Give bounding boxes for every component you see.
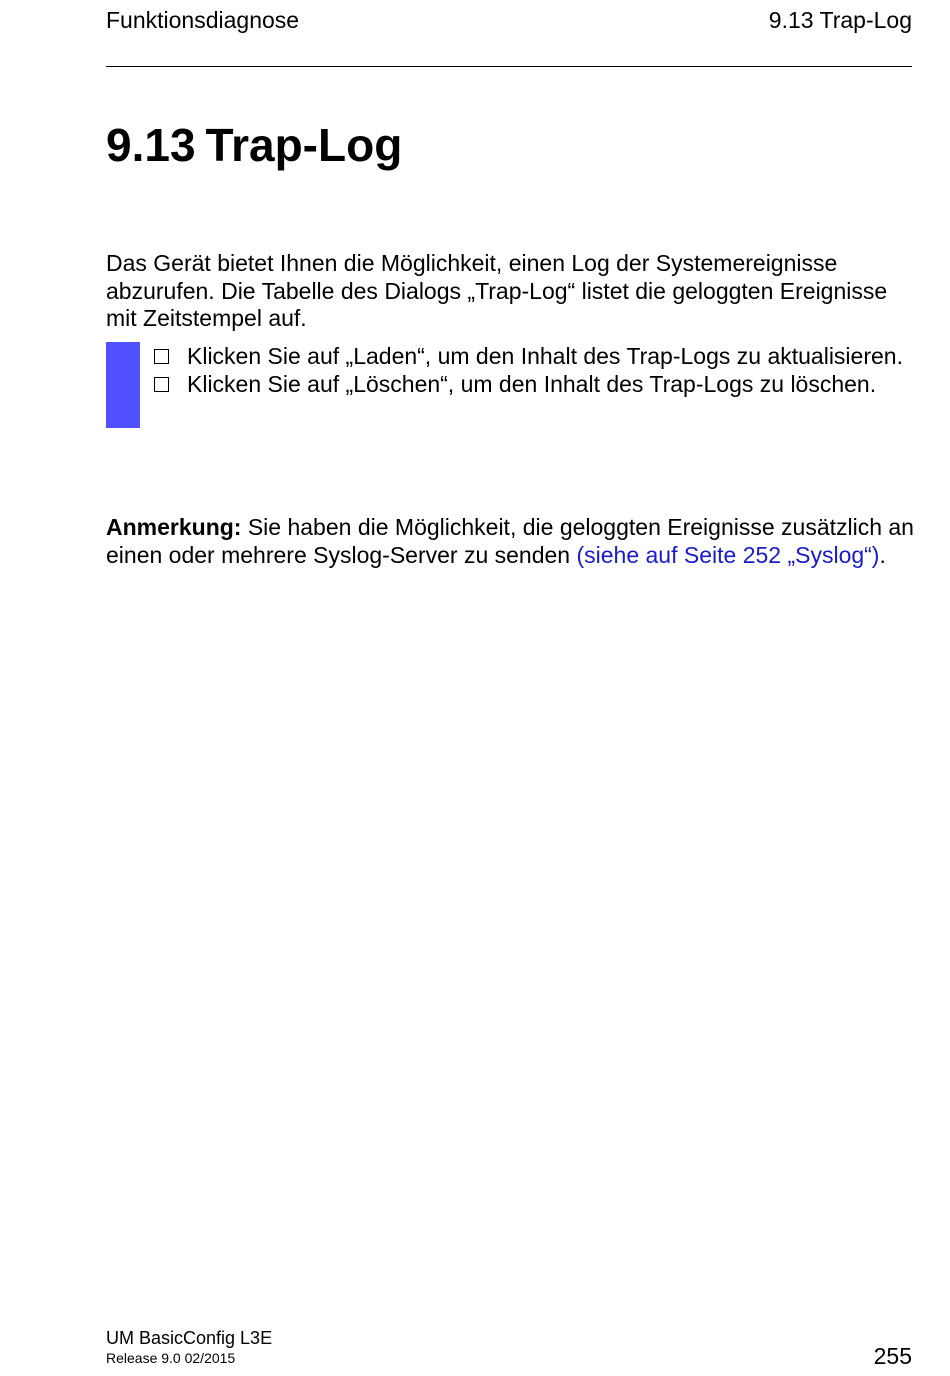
section-title — [106, 118, 402, 172]
step-item — [154, 371, 924, 399]
cross-reference-link[interactable]: (siehe auf Seite 252 „Syslog“) — [576, 542, 880, 568]
step-item — [154, 343, 924, 371]
header-rule — [106, 66, 912, 67]
section-title-text: Trap-Log — [205, 119, 403, 171]
note-text: Sie haben die Möglichkeit, die geloggten Ereignisse zusätzlich an einen oder mehrere Syslog-Server zu senden — [106, 514, 914, 568]
checkbox-bullet-icon — [154, 377, 169, 392]
instruction-steps — [154, 343, 924, 398]
running-header-section: 9.13 Trap-Log — [768, 7, 912, 33]
note-label: Anmerkung: — [106, 514, 242, 540]
note-end: . — [879, 542, 886, 568]
footer-release: Release 9.0 02/2015 — [106, 1350, 236, 1366]
running-header-chapter: Funktionsdiagnose — [106, 7, 300, 33]
intro-paragraph: Das Gerät bietet Ihnen die Möglichkeit, einen Log der Systemereignisse abzurufen. Die Tabelle des Dialogs „Trap-Log“ listet die geloggten Ereignisse mit Zeitstempel auf. — [106, 250, 888, 331]
note-paragraph — [106, 513, 921, 569]
step-text: Klicken Sie auf „Löschen“, um den Inhalt des Trap-Logs zu löschen. — [187, 370, 877, 397]
checkbox-bullet-icon — [154, 349, 169, 364]
page-number: 255 — [873, 1343, 912, 1369]
footer-manual-title: UM BasicConfig L3E — [106, 1328, 273, 1348]
step-text: Klicken Sie auf „Laden“, um den Inhalt des Trap-Logs zu aktualisieren. — [187, 343, 903, 369]
section-number: 9.13 — [106, 119, 196, 171]
instruction-bar — [106, 342, 140, 428]
